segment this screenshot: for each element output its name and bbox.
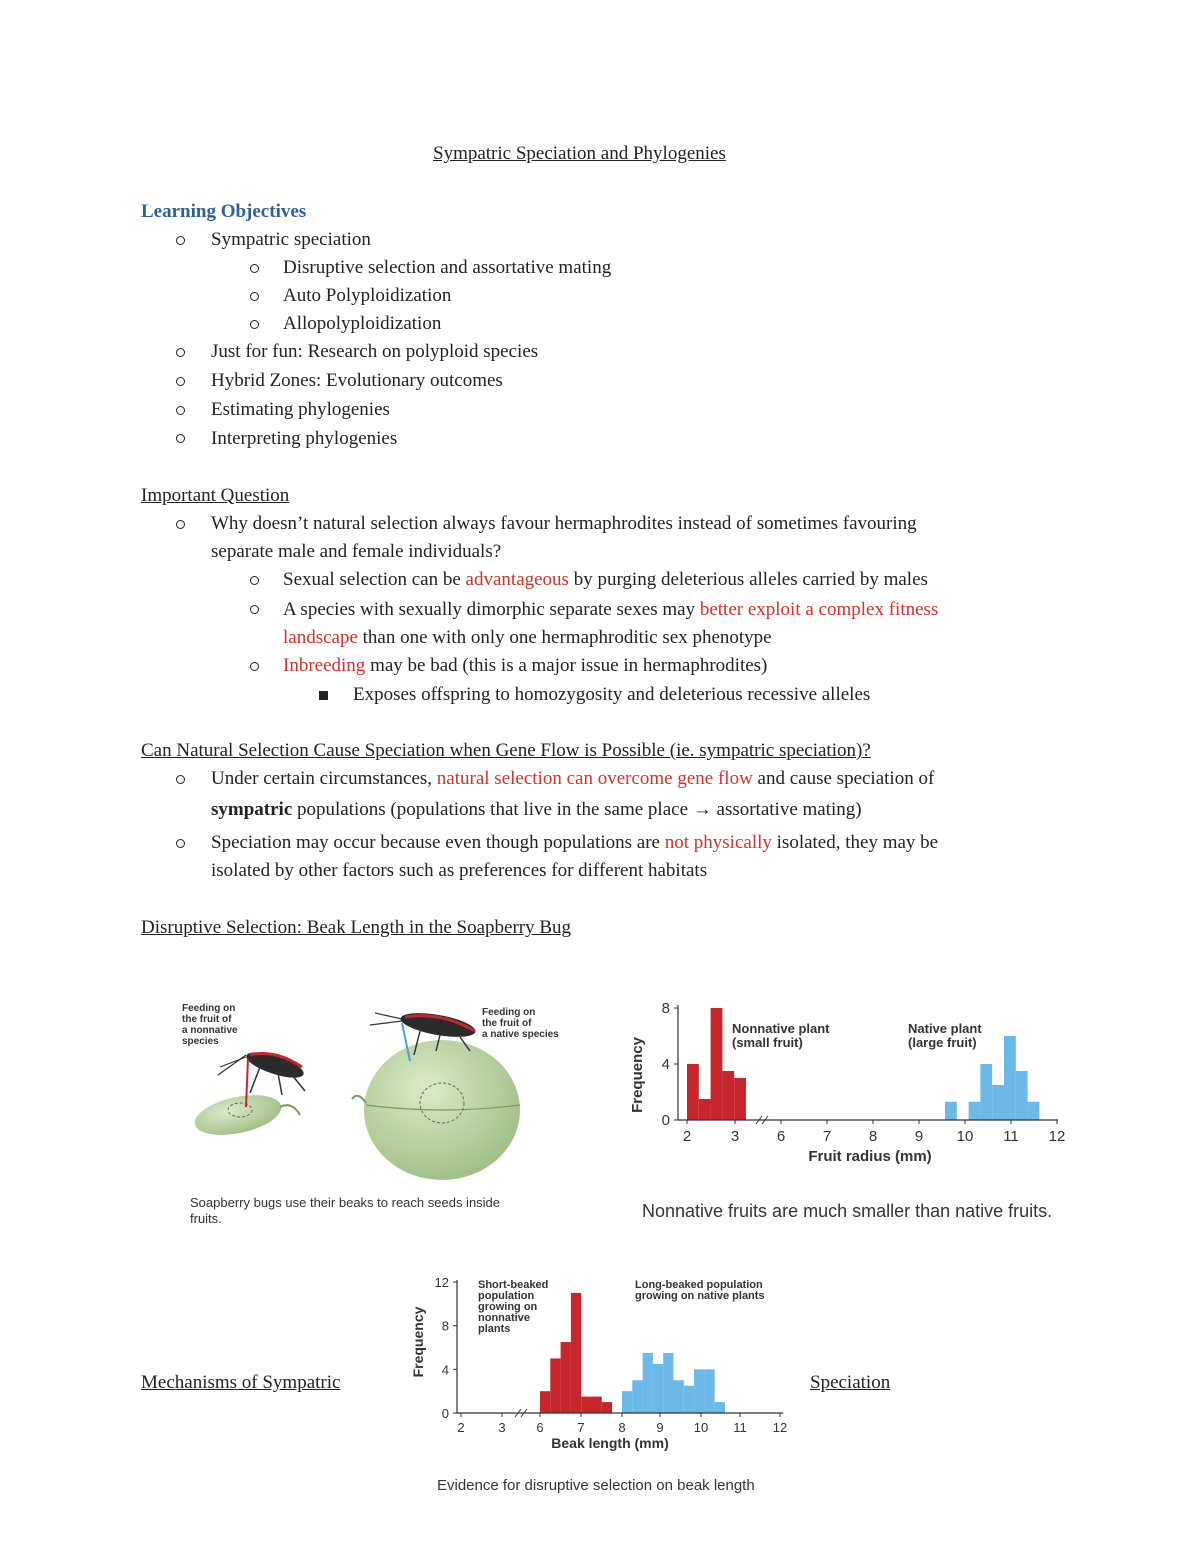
list-item: Auto Polyploidization [283, 285, 452, 306]
chart1-xlabel: Fruit radius (mm) [808, 1148, 932, 1165]
gene-flow-heading: Can Natural Selection Cause Speciation when Gene Flow is Possible (ie. sympatric speciation)? [141, 740, 871, 761]
c1-bar [711, 1008, 723, 1120]
chart2-xlabel: Beak length (mm) [551, 1435, 669, 1451]
c1-bar [992, 1085, 1004, 1120]
c1-bar [1016, 1071, 1028, 1120]
c1-xtick: 8 [868, 1128, 878, 1145]
c2-bar [663, 1353, 673, 1413]
c1-xtick: 11 [1003, 1128, 1019, 1145]
label-nonnative-1: Feeding on [182, 1003, 236, 1014]
soapberry-bug-figure [170, 995, 570, 1235]
list-item: Allopolyploidization [283, 313, 442, 334]
chart2-series2-label-1: Long-beaked population [635, 1279, 763, 1291]
c1-ytick: 0 [661, 1112, 670, 1129]
c2-bar [540, 1391, 550, 1413]
important-question-heading: Important Question [141, 485, 290, 506]
list-item: Interpreting phylogenies [211, 428, 398, 449]
c1-bar [734, 1078, 746, 1120]
c2-xtick: 10 [693, 1420, 709, 1435]
learning-objectives-heading: Learning Objectives [141, 201, 307, 222]
fig-caption-2: fruits. [190, 1211, 222, 1226]
answer-2-line-1: A species with sexually dimorphic separate sexes may better exploit a complex fitness [283, 599, 939, 620]
label-native-2: the fruit of [482, 1018, 532, 1029]
chart1-caption: Nonnative fruits are much smaller than native fruits. [642, 1201, 1053, 1221]
c1-xtick: 2 [682, 1128, 692, 1145]
c1-bar [687, 1064, 699, 1120]
chart2-series1-label-5: plants [478, 1323, 511, 1335]
chart2-caption: Evidence for disruptive selection on beak length [437, 1477, 755, 1494]
c2-bar [643, 1353, 653, 1413]
c2-ytick: 12 [434, 1275, 449, 1290]
c2-bar [694, 1369, 704, 1413]
c1-xtick: 10 [956, 1128, 974, 1145]
list-item: Disruptive selection and assortative mating [283, 257, 612, 278]
chart2-series1-label-4: nonnative [478, 1312, 530, 1324]
c1-xtick: 6 [776, 1128, 786, 1145]
c2-xtick: 9 [656, 1420, 664, 1435]
chart1-ylabel: Frequency [629, 1037, 646, 1113]
c1-bar [969, 1102, 981, 1120]
gene-flow-bullet-2-line-2: isolated by other factors such as preferences for different habitats [211, 860, 708, 881]
mechanisms-heading-left: Mechanisms of Sympatric [141, 1372, 341, 1393]
c2-xtick: 2 [457, 1420, 465, 1435]
gene-flow-bullet-1-line-2: sympatric populations (populations that live in the same place → assortative mating) [211, 799, 862, 820]
chart1-series2-label-2: (large fruit) [908, 1035, 977, 1050]
chart1-series1-label-2: (small fruit) [732, 1035, 803, 1050]
chart1-series1-label-1: Nonnative plant [732, 1021, 830, 1036]
c1-bar [1028, 1102, 1040, 1120]
c1-ytick: 8 [661, 1000, 670, 1017]
c1-bar [699, 1099, 711, 1120]
nonnative-fruit [191, 1088, 285, 1142]
beak-length-chart [405, 1270, 805, 1500]
c2-bar [592, 1397, 602, 1413]
question-line-2: separate male and female individuals? [211, 541, 502, 562]
c2-bar [674, 1380, 684, 1413]
c1-xtick: 3 [730, 1128, 740, 1145]
label-native-1: Feeding on [482, 1007, 536, 1018]
chart1-series2-label-1: Native plant [908, 1021, 982, 1036]
c2-ytick: 4 [441, 1362, 449, 1378]
c1-bar [980, 1064, 992, 1120]
c1-xtick: 9 [914, 1128, 924, 1145]
list-item: Sympatric speciation [211, 229, 371, 250]
c2-xtick: 12 [772, 1420, 788, 1435]
answer-2-line-2: landscape than one with only one hermaphroditic sex phenotype [283, 627, 772, 648]
gene-flow-bullet-1-line-1: Under certain circumstances, natural selection can overcome gene flow and cause speciation of [211, 768, 935, 789]
c2-ytick: 0 [441, 1406, 449, 1421]
answer-1: Sexual selection can be advantageous by purging deleterious alleles carried by males [283, 569, 928, 590]
c2-bar [550, 1358, 560, 1413]
chart2-series2-label-2: growing on native plants [635, 1290, 765, 1302]
c2-xtick: 7 [577, 1420, 585, 1435]
c2-xtick: 8 [618, 1420, 626, 1435]
chart2-ylabel: Frequency [410, 1306, 426, 1378]
c2-ytick: 8 [441, 1318, 449, 1334]
c2-xtick: 3 [498, 1420, 506, 1435]
c1-ytick: 4 [661, 1056, 670, 1073]
c2-bar [632, 1380, 642, 1413]
question-line-1: Why doesn’t natural selection always favour hermaphrodites instead of sometimes favouring [211, 513, 917, 534]
c2-bar [561, 1342, 571, 1413]
list-item: Hybrid Zones: Evolutionary outcomes [211, 370, 503, 391]
label-nonnative-4: species [182, 1036, 219, 1047]
c2-bar [704, 1369, 714, 1413]
c2-bar [602, 1402, 612, 1413]
c2-bar [622, 1391, 632, 1413]
c2-xtick: 6 [536, 1420, 544, 1435]
label-native-3: a native species [482, 1029, 559, 1040]
fruit-radius-chart [620, 995, 1100, 1225]
label-nonnative-3: a nonnative [182, 1025, 238, 1036]
c2-bar [653, 1364, 663, 1413]
answer-3-sub: Exposes offspring to homozygosity and deleterious recessive alleles [353, 684, 871, 705]
c2-bar [581, 1397, 591, 1413]
fig-caption-1: Soapberry bugs use their beaks to reach seeds inside [190, 1195, 501, 1210]
chart2-series1-label-3: growing on [478, 1301, 538, 1313]
c2-xtick: 11 [733, 1420, 747, 1435]
list-item: Just for fun: Research on polyploid species [211, 341, 539, 362]
c1-xtick: 7 [822, 1128, 832, 1145]
c1-bar [722, 1071, 734, 1120]
label-nonnative-2: the fruit of [182, 1014, 232, 1025]
chart2-series1-label-1: Short-beaked [478, 1279, 549, 1291]
c1-xtick: 12 [1048, 1128, 1066, 1145]
list-item: Estimating phylogenies [211, 399, 390, 420]
disruptive-heading: Disruptive Selection: Beak Length in the Soapberry Bug [141, 917, 572, 938]
gene-flow-bullet-2-line-1: Speciation may occur because even though populations are not physically isolated, they may be [211, 832, 939, 853]
c2-bar [571, 1293, 581, 1413]
mechanisms-heading-right: Speciation [810, 1372, 891, 1393]
chart2-series1-label-2: population [478, 1290, 535, 1302]
c1-bar [1004, 1036, 1016, 1120]
page-title: Sympatric Speciation and Phylogenies [433, 143, 726, 164]
c2-bar [715, 1402, 725, 1413]
c2-bar [684, 1386, 694, 1413]
answer-3: Inbreeding may be bad (this is a major issue in hermaphrodites) [283, 655, 768, 676]
c1-bar [945, 1102, 957, 1120]
